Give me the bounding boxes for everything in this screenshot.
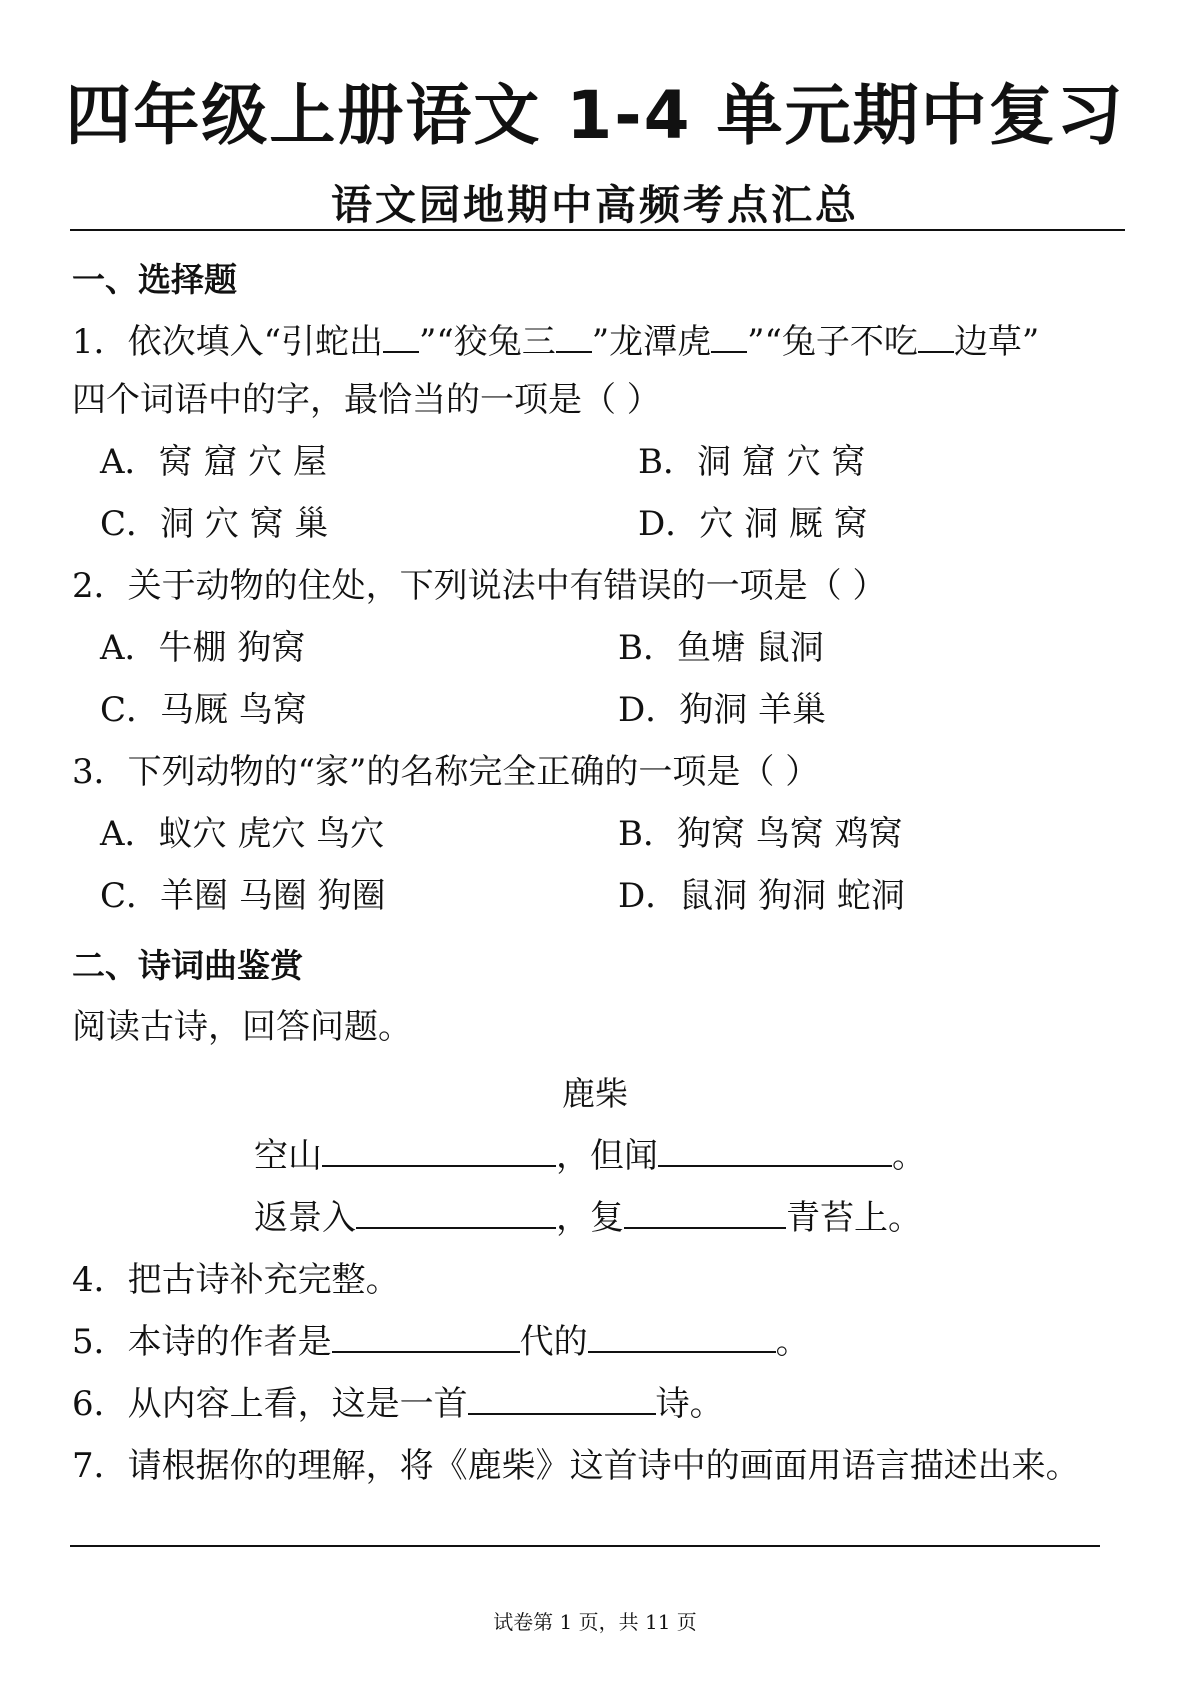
q5-text-part: 5．本诗的作者是 xyxy=(72,1322,332,1362)
q1-text-part: 1．依次填入“引蛇出 xyxy=(72,322,384,362)
poem-text-part: ，复 xyxy=(556,1198,624,1238)
answer-blank[interactable] xyxy=(624,1197,786,1229)
question-1-stem xyxy=(72,320,1039,364)
page-subtitle: 语文园地期中高频考点汇总 xyxy=(331,181,859,229)
answer-blank[interactable] xyxy=(556,321,592,353)
q2-option-b[interactable]: B．鱼塘 鼠洞 xyxy=(618,628,824,668)
poem-text-part: 。 xyxy=(892,1136,926,1176)
section-heading-poetry: 二、诗词曲鉴赏 xyxy=(72,946,303,985)
question-2-stem: 2．关于动物的住处，下列说法中有错误的一项是（ ） xyxy=(72,566,887,606)
poetry-intro: 阅读古诗，回答问题。 xyxy=(72,1007,412,1047)
poem-text-part: 青苔上。 xyxy=(786,1198,922,1238)
q1-text-part: ”龙潭虎 xyxy=(591,322,712,362)
q2-option-c[interactable]: C．马厩 鸟窝 xyxy=(100,690,307,730)
poem-title: 鹿柴 xyxy=(562,1074,628,1113)
answer-blank[interactable] xyxy=(588,1321,776,1353)
question-1-stem-cont: 四个词语中的字，最恰当的一项是（ ） xyxy=(72,380,661,420)
question-4: 4．把古诗补充完整。 xyxy=(72,1260,400,1300)
q1-option-d[interactable]: D．穴 洞 厩 窝 xyxy=(638,504,868,544)
q5-text-part: 代的 xyxy=(519,1322,588,1362)
q5-text-part: 。 xyxy=(775,1322,810,1362)
q1-text-part: ”“兔子不吃 xyxy=(747,322,918,362)
q3-option-d[interactable]: D．鼠洞 狗洞 蛇洞 xyxy=(618,876,905,916)
section-heading-choice: 一、选择题 xyxy=(72,260,237,299)
question-3-stem: 3．下列动物的“家”的名称完全正确的一项是（ ） xyxy=(72,752,820,792)
poem-text-part: ，但闻 xyxy=(556,1136,658,1176)
answer-blank[interactable] xyxy=(658,1135,892,1167)
answer-line[interactable] xyxy=(70,1545,1100,1547)
answer-blank[interactable] xyxy=(332,1321,520,1353)
q6-text-part: 诗。 xyxy=(655,1384,724,1424)
answer-blank[interactable] xyxy=(711,321,747,353)
q1-option-a[interactable]: A．窝 窟 穴 屋 xyxy=(100,442,327,482)
q1-option-b[interactable]: B．洞 窟 穴 窝 xyxy=(638,442,866,482)
question-6 xyxy=(72,1382,724,1426)
page-footer: 试卷第 1 页，共 11 页 xyxy=(493,1610,697,1634)
poem-line-2 xyxy=(254,1196,922,1240)
q3-option-b[interactable]: B．狗窝 鸟窝 鸡窝 xyxy=(618,814,903,854)
answer-blank[interactable] xyxy=(918,321,954,353)
question-5 xyxy=(72,1320,810,1364)
poem-line-1 xyxy=(254,1134,926,1178)
q1-option-c[interactable]: C．洞 穴 窝 巢 xyxy=(100,504,329,544)
page-title: 四年级上册语文 1-4 单元期中复习 xyxy=(65,77,1125,154)
question-7: 7．请根据你的理解，将《鹿柴》这首诗中的画面用语言描述出来。 xyxy=(72,1446,1080,1486)
q6-text-part: 6．从内容上看，这是一首 xyxy=(72,1384,468,1424)
q3-option-a[interactable]: A．蚁穴 虎穴 鸟穴 xyxy=(100,814,385,854)
q3-option-c[interactable]: C．羊圈 马圈 狗圈 xyxy=(100,876,386,916)
title-divider xyxy=(70,229,1125,231)
q2-option-a[interactable]: A．牛棚 狗窝 xyxy=(100,628,306,668)
answer-blank[interactable] xyxy=(468,1383,656,1415)
answer-blank[interactable] xyxy=(322,1135,556,1167)
q1-text-part: 边草” xyxy=(953,322,1040,362)
q2-option-d[interactable]: D．狗洞 羊巢 xyxy=(618,690,827,730)
q1-text-part: ”“狡兔三 xyxy=(419,322,556,362)
answer-blank[interactable] xyxy=(383,321,419,353)
answer-blank[interactable] xyxy=(356,1197,556,1229)
poem-text-part: 空山 xyxy=(254,1136,322,1176)
poem-text-part: 返景入 xyxy=(254,1198,356,1238)
